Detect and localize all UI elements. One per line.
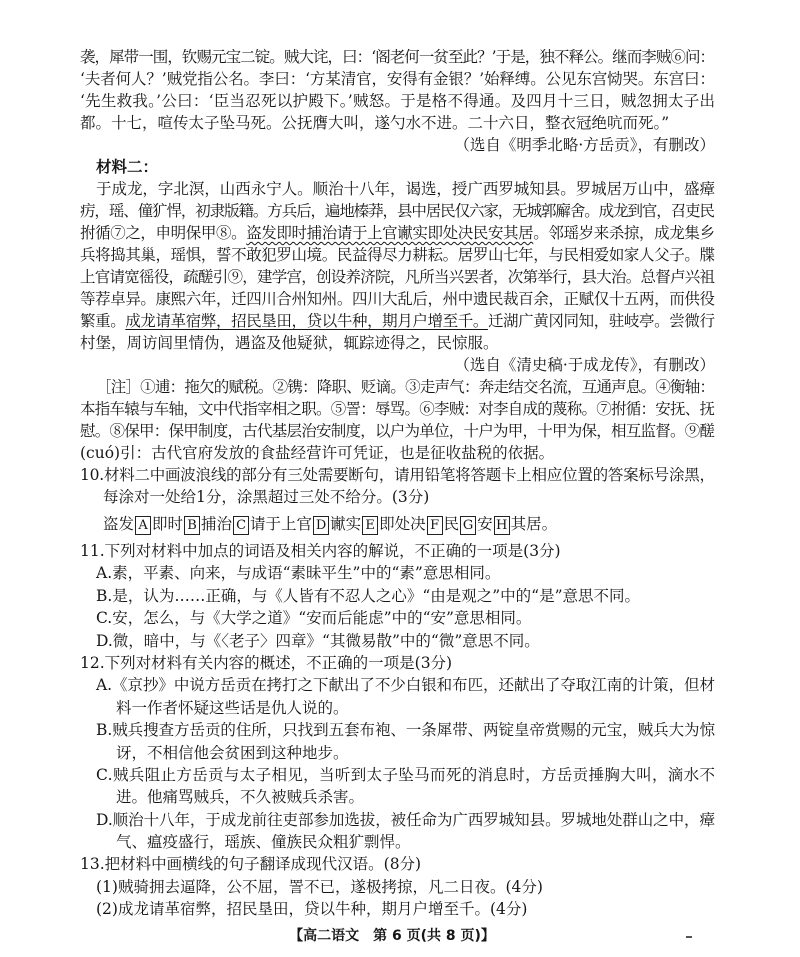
material-1-line: ‘先生救我。’公曰：‘臣当忍死以护殿下。’贼怒。于是格不得通。及四月十三日，贼忽拥太子出 (80, 92, 716, 110)
material-2-line (80, 222, 715, 244)
answer-label-box: F (427, 516, 443, 535)
text-segment: 拊循⑦之，申明保甲⑧。 (80, 224, 247, 242)
material-2-line: 兵将捣其巢，瑶惧，誓不敢犯罗山境。民益得尽力耕耘。居罗山七年，与民相爱如家人父子。牒 (80, 246, 715, 264)
text-segment: 繁重。 (80, 312, 126, 330)
choice-option-continuation: 料一作者怀疑这些话是仇人说的。 (116, 698, 349, 717)
material-2-line: 疠，瑶、僮犷悍，初隶版籍。方兵后，遍地榛莽，县中居民仅六家，无城郭廨舍。成龙到官，召吏民 (80, 202, 714, 220)
answer-label-box: D (313, 516, 329, 535)
material-2-line: 上官请宽徭役，疏醝引⑨，建学宫，创设养济院，凡所当兴罢者，次第举行，县大治。总督卢兴祖 (80, 268, 715, 286)
note-line: 本指车辕与车轴，文中代指宰相之职。⑤詈：辱骂。⑥李贼：对李自成的蔑称。⑦拊循：安抚、抚 (80, 400, 715, 418)
question-12-stem: 12.下列对材料有关内容的概述，不正确的一项是(3分) (80, 653, 453, 672)
note-line: 慰。⑧保甲：保甲制度，古代基层治安制度，以户为单位，十户为甲，十甲为保，相互监督。⑨醝 (80, 422, 715, 440)
material-1-line: 都。十七，喧传太子坠马死。公抚膺大叫，遂勺水不进。二十六日，整衣冠绝吭而死。” (80, 114, 670, 132)
choice-option-continuation: 气、瘟疫盛行，瑶族、僮族民众粗犷剽悍。 (116, 833, 411, 852)
answer-segment: 民 (443, 515, 460, 533)
choice-option-continuation: 讶，不相信他会贫困到这种地步。 (116, 743, 349, 762)
answer-segment: 安 (477, 515, 493, 533)
question-13-stem: 13.把材料中画横线的句子翻译成现代汉语。(8分) (80, 855, 422, 874)
question-10-answer-line (80, 513, 715, 535)
material-2 (80, 156, 715, 376)
text-segment: 。邻瑶岁来杀掠，成龙集乡 (533, 224, 715, 242)
question-12 (80, 652, 715, 854)
question-10 (80, 464, 715, 535)
answer-segment: 捕治 (201, 515, 233, 533)
choice-option: C.贼兵阻止方岳贡与太子相见，当听到太子坠马而死的消息时，方岳贡捶胸大叫，滴水不 (96, 765, 716, 784)
choice-option: B.是，认为……正确，与《人皆有不忍人之心》“由是观之”中的“是”意思不同。 (96, 586, 641, 605)
exam-upper-section (80, 46, 715, 535)
question-13 (80, 853, 715, 920)
note-line: ［注］①逋：拖欠的赋税。②镌：降职、贬谪。③走声气：奔走结交名流，互通声息。④衡轴： (96, 378, 715, 396)
answer-segment: 其居。 (510, 515, 558, 533)
annotation-notes (80, 376, 715, 464)
wavy-underlined-sentence: 盗发即时捕治请于上官谳实即处决民安其居 (246, 224, 534, 242)
material-2-heading: 材料二： (96, 158, 159, 176)
answer-label-box: H (494, 516, 510, 535)
material-1-excerpt (80, 46, 715, 156)
answer-label-box: E (362, 516, 378, 535)
scan-mark (686, 936, 692, 938)
question-11 (80, 540, 715, 652)
material-1-line: ‘夫者何人？’贼党指公名。李曰：‘方某清官，安得有金银？’始释缚。公见东宫恸哭。东宫曰： (80, 70, 715, 88)
choice-option: D.顺治十八年，于成龙前往吏部参加选拔，被任命为广西罗城知县。罗城地处群山之中，瘴 (96, 810, 715, 829)
choice-option-continuation: 进。他痛骂贼兵，不久被贼兵杀害。 (116, 788, 365, 807)
answer-label-box: C (233, 516, 249, 535)
note-line: (cuó)引：古代官府发放的食盐经营许可凭证，也是征收盐税的依据。 (80, 444, 555, 462)
material-2-source: （选自《清史稿·于成龙传》，有删改） (454, 356, 715, 374)
choice-option: C.安，怎么，与《大学之道》“安而后能虑”中的“安”意思相同。 (96, 609, 532, 628)
answer-segment: 盗发 (103, 515, 135, 533)
underlined-sentence: 成龙请革宿弊，招民垦田，贷以牛种，期月户增至千。 (125, 312, 488, 330)
choice-option: D.微，暗中，与《〈老子〉四章》“其微易散”中的“微”意思不同。 (96, 631, 540, 650)
answer-segment: 即处决 (379, 515, 426, 533)
text-segment: 迁湖广黄冈同知，驻岐亭。尝微行 (487, 312, 715, 330)
answer-label-box: G (460, 516, 476, 535)
translation-item: (1)贼骑拥去逼降，公不屈，詈不已，遂极拷掠，凡二日夜。(4分) (96, 877, 543, 896)
answer-segment: 请于上官 (250, 515, 313, 533)
answer-label-box: A (135, 516, 151, 535)
answer-label-box: B (184, 516, 200, 535)
question-10-stem: 每涂对一处给1分，涂黑超过三处不给分。(3分) (103, 488, 430, 506)
material-1-source: （选自《明季北略·方岳贡》，有删改） (454, 136, 715, 154)
material-2-line: 等荐卓异。康熙六年，迁四川合州知州。四川大乱后，州中遗民裁百余，正赋仅十五两，而供役 (80, 290, 715, 308)
choice-option: A.素，平素、向来，与成语“素昧平生”中的“素”意思相同。 (96, 564, 501, 583)
answer-segment: 谳实 (330, 515, 362, 533)
question-10-stem: 10.材料二中画波浪线的部分有三处需要断句，请用铅笔将答题卡上相应位置的答案标号涂黑， (80, 466, 715, 484)
question-11-stem: 11.下列对材料中加点的词语及相关内容的解说，不正确的一项是(3分) (80, 542, 561, 560)
material-1-line: 袭，犀带一围，钦赐元宝二锭。贼大诧，曰：‘阁老何一贫至此？’于是，独不释公。继而李贼⑥问： (80, 48, 715, 66)
translation-item: (2)成龙请革宿弊，招民垦田，贷以牛种，期月户增至千。(4分) (96, 900, 528, 919)
choice-option: A.《京抄》中说方岳贡在拷打之下献出了不少白银和布匹，还献出了夺取江南的计策，但材 (96, 676, 715, 695)
answer-segment: 即时 (152, 515, 184, 533)
material-2-line: 村堡，周访闾里情伪，遇盗及他疑狱，辄踪迹得之，民惊服。 (80, 334, 499, 352)
material-2-line: 于成龙，字北溟，山西永宁人。顺治十八年，谒选，授广西罗城知县。罗城居万山中，盛瘴 (96, 180, 715, 198)
material-2-line (80, 310, 715, 332)
choice-option: B.贼兵搜查方岳贡的住所，只找到五套布袍、一条犀带、两锭皇帝赏赐的元宝，贼兵大为惊 (96, 721, 715, 740)
exam-lower-section (80, 540, 715, 921)
page-footer: 【高二语文 第 6 页(共 8 页)】 (289, 928, 495, 944)
